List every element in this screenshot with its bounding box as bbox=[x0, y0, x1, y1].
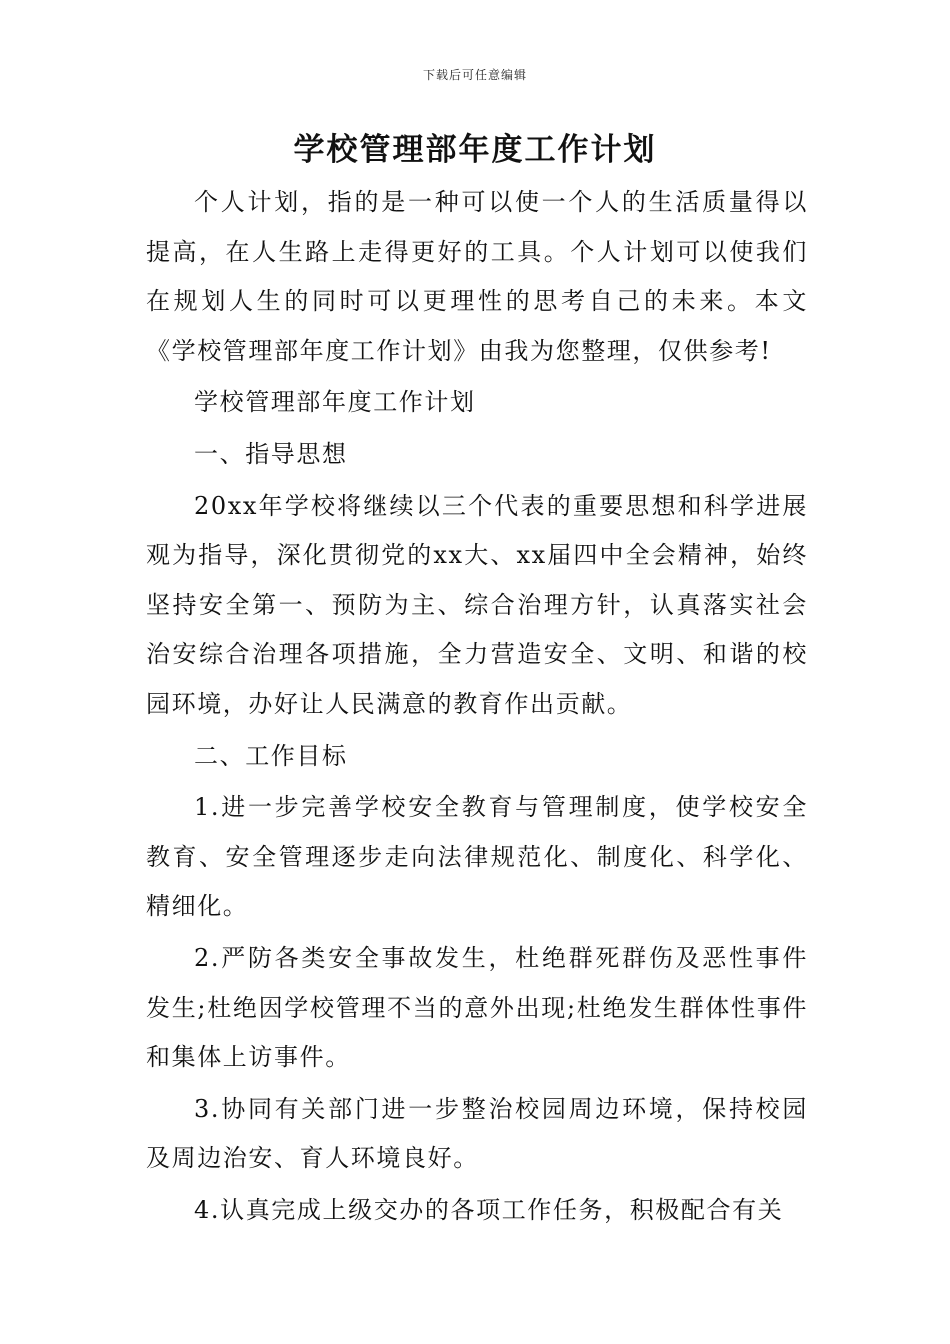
paragraph-intro: 个人计划，指的是一种可以使一个人的生活质量得以提高，在人生路上走得更好的工具。个人计划可以使我们在规划人生的同时可以更理性的思考自己的未来。本文《学校管理部年度工作计划》由我为您整理，仅供参考! bbox=[146, 188, 808, 365]
section-heading-guiding-ideology: 一、指导思想 bbox=[194, 439, 348, 468]
paragraph-subtitle: 学校管理部年度工作计划 bbox=[194, 388, 476, 417]
goal-item-3: 3.协同有关部门进一步整治校园周边环境，保持校园及周边治安、育人环境良好。 bbox=[146, 1094, 808, 1173]
goal-item-2: 2.严防各类安全事故发生，杜绝群死群伤及恶性事件发生;杜绝因学校管理不当的意外出现;杜绝发生群体性事件和集体上访事件。 bbox=[146, 943, 808, 1072]
page-title: 学校管理部年度工作计划 bbox=[293, 132, 657, 168]
header-note: 下载后可任意编辑 bbox=[422, 68, 527, 82]
section-heading-work-goals: 二、工作目标 bbox=[194, 741, 348, 770]
goal-item-4: 4.认真完成上级交办的各项工作任务，积极配合有关 bbox=[194, 1195, 784, 1224]
paragraph-guiding-ideology: 20xx年学校将继续以三个代表的重要思想和科学进展观为指导，深化贯彻党的xx大、xx届四中全会精神，始终坚持安全第一、预防为主、综合治理方针，认真落实社会治安综合治理各项措施，全力营造安全、文明、和谐的校园环境，办好让人民满意的教育作出贡献。 bbox=[146, 491, 808, 718]
document-body bbox=[146, 178, 808, 1237]
goal-item-1: 1.进一步完善学校安全教育与管理制度，使学校安全教育、安全管理逐步走向法律规范化、制度化、科学化、精细化。 bbox=[146, 793, 808, 921]
